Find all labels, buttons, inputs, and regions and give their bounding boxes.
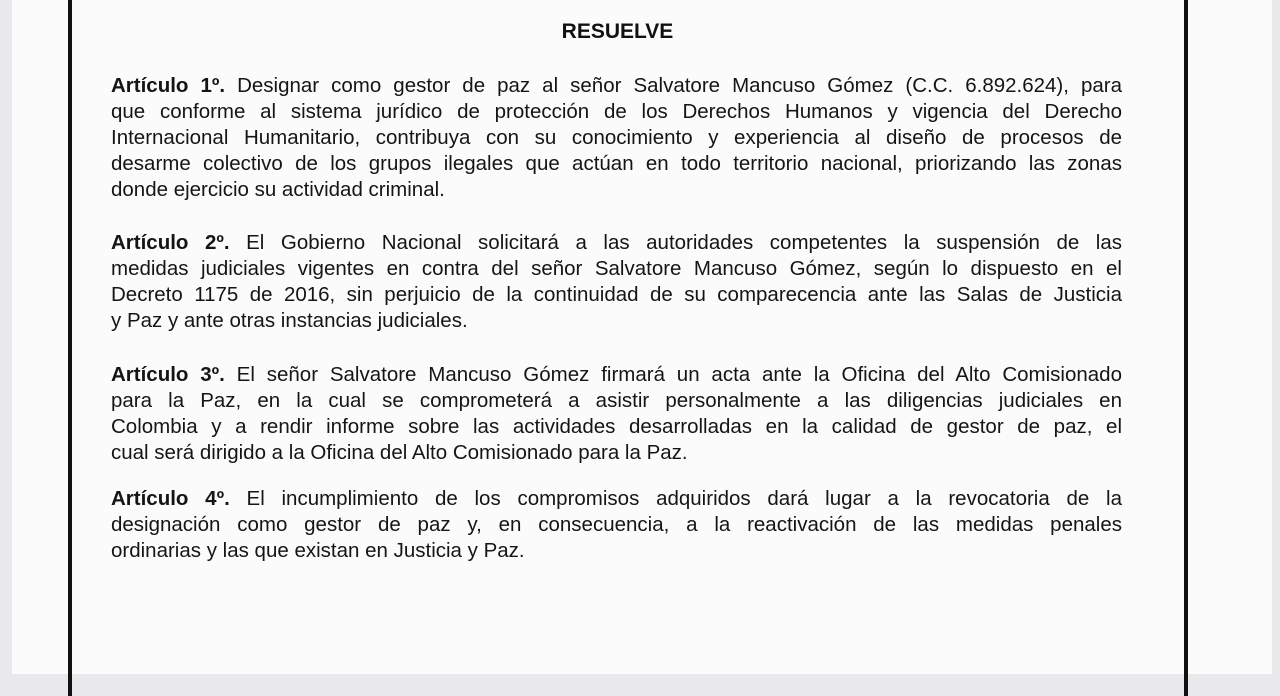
article-4: Artículo 4º. El incumplimiento de los compromisos adquiridos dará lugar a la revocatoria de la designación como gestor de paz y, en consecuencia, a la reactivación de las medidas penales ordinarias y las que existan en Justicia y Paz. xyxy=(111,487,1122,562)
resolution-heading: RESUELVE xyxy=(561,20,674,43)
article-3: Artículo 3º. El señor Salvatore Mancuso Gómez firmará un acta ante la Oficina del Alto Comisionado para la Paz, en la cual se comprometerá a asistir personalmente a las diligencias judiciales en Colombia y a rendir informe sobre las actividades desarrolladas en la calidad de gestor de paz, el cual será dirigido a la Oficina del Alto Comisionado para la Paz. xyxy=(111,363,1122,464)
article-2: Artículo 2º. El Gobierno Nacional solicitará a las autoridades competentes la suspensión de las medidas judiciales vigentes en contra del señor Salvatore Mancuso Gómez, según lo dispuesto en el Decreto 1175 de 2016, sin perjuicio de la continuidad de su comparecencia ante las Salas de Justicia y Paz y ante otras instancias judiciales. xyxy=(111,231,1122,332)
article-label: Artículo 1º. xyxy=(111,74,226,97)
article-label: Artículo 4º. xyxy=(111,487,230,510)
article-1: Artículo 1º. Designar como gestor de paz al señor Salvatore Mancuso Gómez (C.C. 6.892.624), para que conforme al sistema jurídico de protección de los Derechos Humanos y vigencia del Derecho Internacional Humanitario, contribuya con su conocimiento y experiencia al diseño de procesos de desarme colectivo de los grupos ilegales que actúan en todo territorio nacional, priorizando las zonas donde ejercicio su actividad criminal. xyxy=(111,74,1122,201)
article-label: Artículo 2º. xyxy=(111,231,230,254)
article-label: Artículo 3º. xyxy=(111,363,225,386)
